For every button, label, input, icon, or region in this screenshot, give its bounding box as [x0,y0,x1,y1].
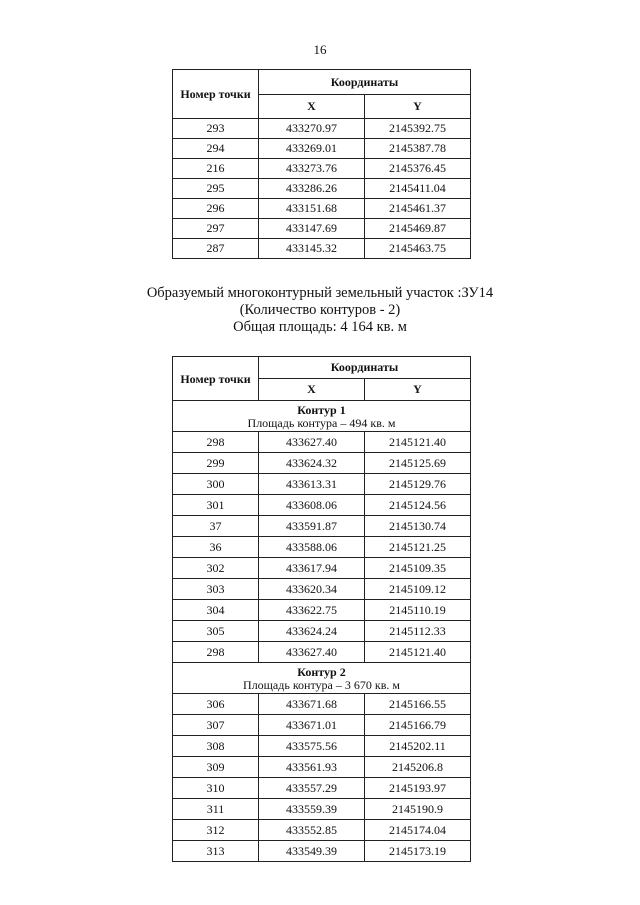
table-row [173,516,471,537]
point-number: 297 [173,219,259,239]
point-number: 309 [173,757,259,778]
x-value: 433273.76 [259,159,365,179]
table-row [173,119,471,139]
x-value: 433588.06 [259,537,365,558]
x-value: 433617.94 [259,558,365,579]
x-value: 433286.26 [259,179,365,199]
point-number: 302 [173,558,259,579]
table-row [173,642,471,663]
y-value: 2145461.37 [365,199,471,219]
table-row [173,579,471,600]
table-row [173,694,471,715]
contour-area: Площадь контура – 494 кв. м [247,416,396,430]
y-value: 2145193.97 [365,778,471,799]
table-row [173,600,471,621]
x-value: 433557.29 [259,778,365,799]
table-row [173,239,471,259]
y-value: 2145125.69 [365,453,471,474]
point-number: 308 [173,736,259,757]
point-number: 307 [173,715,259,736]
y-value: 2145166.79 [365,715,471,736]
contour-title: Контур 1 [297,403,346,417]
caption-total-area: Общая площадь: 4 164 кв. м [233,319,407,335]
point-number: 298 [173,432,259,453]
point-number: 293 [173,119,259,139]
coordinates-table-1 [172,69,471,259]
x-value: 433627.40 [259,432,365,453]
y-value: 2145121.40 [365,432,471,453]
table-row [173,537,471,558]
x-value: 433559.39 [259,799,365,820]
table-row [173,453,471,474]
coordinates-header: Координаты [259,357,471,379]
x-value: 433552.85 [259,820,365,841]
contour-2-header [173,663,471,694]
x-header: X [259,379,365,401]
contour-header-row [173,401,471,432]
x-value: 433624.32 [259,453,365,474]
table-row [173,820,471,841]
contour-area: Площадь контура – 3 670 кв. м [243,678,400,692]
contour-1-header [173,401,471,432]
table-row [173,757,471,778]
y-value: 2145130.74 [365,516,471,537]
x-value: 433591.87 [259,516,365,537]
x-value: 433151.68 [259,199,365,219]
x-value: 433575.56 [259,736,365,757]
point-number: 294 [173,139,259,159]
y-value: 2145121.40 [365,642,471,663]
x-value: 433145.32 [259,239,365,259]
y-value: 2145392.75 [365,119,471,139]
point-number: 298 [173,642,259,663]
table-row [173,799,471,820]
x-value: 433620.34 [259,579,365,600]
y-value: 2145129.76 [365,474,471,495]
x-header: X [259,95,365,119]
x-value: 433627.40 [259,642,365,663]
table-row [173,558,471,579]
table-row [173,219,471,239]
table-row [173,139,471,159]
page-number: 16 [313,42,327,57]
point-number: 310 [173,778,259,799]
y-value: 2145166.55 [365,694,471,715]
point-number: 305 [173,621,259,642]
x-value: 433270.97 [259,119,365,139]
table-row [173,199,471,219]
point-number-header: Номер точки [173,357,259,401]
y-value: 2145387.78 [365,139,471,159]
point-number: 37 [173,516,259,537]
point-number: 303 [173,579,259,600]
point-number: 287 [173,239,259,259]
point-number: 295 [173,179,259,199]
y-value: 2145202.11 [365,736,471,757]
y-value: 2145190.9 [365,799,471,820]
y-header: Y [365,379,471,401]
parcel-caption [0,285,640,336]
y-value: 2145206.8 [365,757,471,778]
y-value: 2145109.35 [365,558,471,579]
table-row [173,778,471,799]
table-row [173,621,471,642]
y-value: 2145124.56 [365,495,471,516]
table-row [173,159,471,179]
x-value: 433671.01 [259,715,365,736]
x-value: 433624.24 [259,621,365,642]
point-number: 304 [173,600,259,621]
table-row [173,495,471,516]
point-number: 313 [173,841,259,862]
y-header: Y [365,95,471,119]
contour-header-row [173,663,471,694]
point-number: 312 [173,820,259,841]
x-value: 433622.75 [259,600,365,621]
y-value: 2145469.87 [365,219,471,239]
table-row [173,432,471,453]
point-number: 306 [173,694,259,715]
y-value: 2145463.75 [365,239,471,259]
contour-title: Контур 2 [297,665,346,679]
table-row [173,474,471,495]
x-value: 433671.68 [259,694,365,715]
x-value: 433613.31 [259,474,365,495]
point-number-header: Номер точки [173,70,259,119]
table-row [173,736,471,757]
caption-contour-count: (Количество контуров - 2) [239,302,401,318]
y-value: 2145411.04 [365,179,471,199]
coordinates-table-2 [172,356,471,862]
table-row [173,715,471,736]
x-value: 433608.06 [259,495,365,516]
x-value: 433147.69 [259,219,365,239]
point-number: 299 [173,453,259,474]
table-row [173,179,471,199]
point-number: 300 [173,474,259,495]
point-number: 36 [173,537,259,558]
y-value: 2145110.19 [365,600,471,621]
y-value: 2145174.04 [365,820,471,841]
y-value: 2145376.45 [365,159,471,179]
x-value: 433549.39 [259,841,365,862]
point-number: 311 [173,799,259,820]
x-value: 433269.01 [259,139,365,159]
table-row [173,841,471,862]
point-number: 301 [173,495,259,516]
coordinates-header: Координаты [259,70,471,95]
point-number: 296 [173,199,259,219]
point-number: 216 [173,159,259,179]
y-value: 2145109.12 [365,579,471,600]
caption-title: Образуемый многоконтурный земельный участок :ЗУ14 [146,285,494,301]
y-value: 2145173.19 [365,841,471,862]
y-value: 2145112.33 [365,621,471,642]
x-value: 433561.93 [259,757,365,778]
y-value: 2145121.25 [365,537,471,558]
